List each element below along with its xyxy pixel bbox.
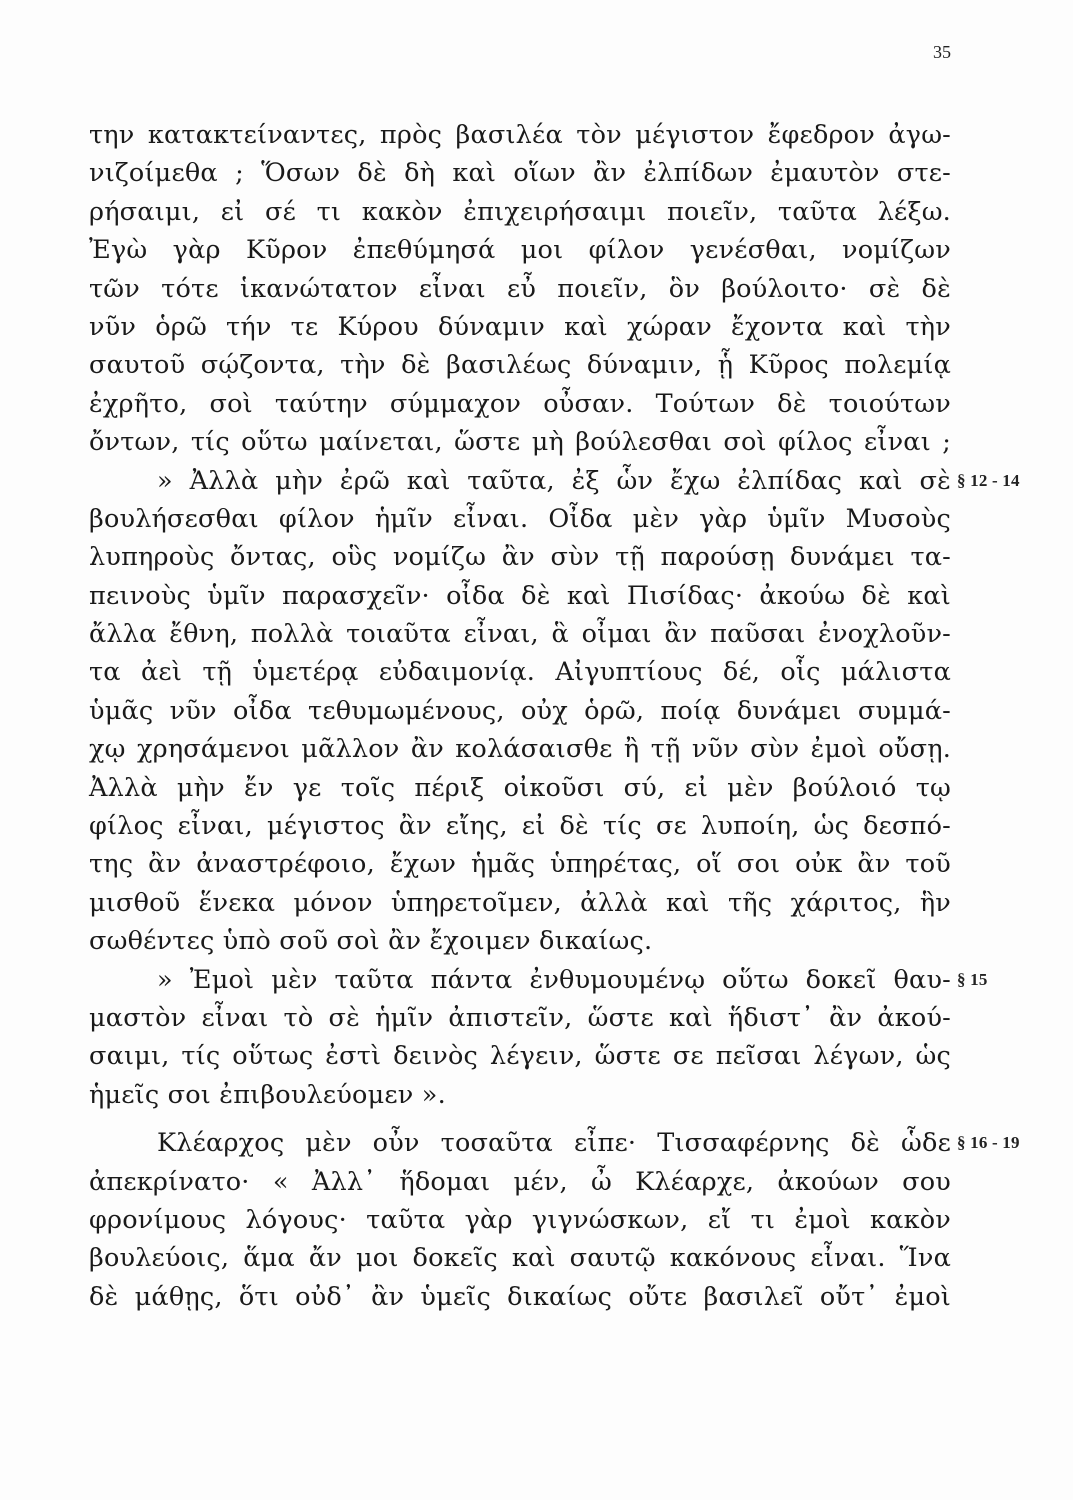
text-line — [89, 1076, 951, 1114]
text-line — [89, 116, 951, 154]
text-line-content: νιζοίμεθα ; Ὅσων δὲ δὴ καὶ οἵων ἂν ἐλπίδων ἐμαυτὸν στε- — [89, 158, 951, 189]
text-line — [89, 999, 951, 1037]
section-marker: § 12 - 14 — [957, 470, 1020, 490]
text-line-content: » Ἀλλὰ μὴν ἐρῶ καὶ ταῦτα, ἐξ ὧν ἔχω ἐλπίδας καὶ σὲ — [157, 465, 951, 496]
text-line — [89, 346, 951, 384]
text-line-content: φρονίμους λόγους· ταῦτα γὰρ γιγνώσκων, εἴ τι ἐμοὶ κακὸν — [89, 1204, 951, 1235]
text-line-content: » Ἐμοὶ μὲν ταῦτα πάντα ἐνθυμουμένῳ οὕτω δοκεῖ θαυ- — [157, 964, 951, 995]
text-line — [89, 1278, 951, 1316]
text-line-content: ρήσαιμι, εἰ σέ τι κακὸν ἐπιχειρήσαιμι ποιεῖν, ταῦτα λέξω. — [89, 196, 951, 227]
text-line — [89, 193, 951, 231]
text-line-content: δὲ μάθῃς, ὅτι οὐδ᾽ ἂν ὑμεῖς δικαίως οὔτε βασιλεῖ οὔτ᾽ ἐμοὶ — [89, 1281, 951, 1312]
text-line — [89, 692, 951, 730]
text-line — [89, 1124, 1020, 1162]
text-line — [89, 1201, 951, 1239]
text-line — [89, 653, 951, 691]
text-line — [89, 308, 951, 346]
text-line-content: χῳ χρησάμενοι μᾶλλον ἂν κολάσαισθε ἢ τῇ νῦν σὺν ἐμοὶ οὔσῃ. — [89, 734, 951, 765]
text-line — [89, 1239, 951, 1277]
text-line-content: τῶν τότε ἱκανώτατον εἶναι εὖ ποιεῖν, ὃν βούλοιτο· σὲ δὲ — [89, 273, 951, 304]
text-line — [89, 154, 951, 192]
text-line-content: βουλεύοις, ἅμα ἄν μοι δοκεῖς καὶ σαυτῷ κακόνους εἶναι. Ἵνα — [89, 1243, 951, 1274]
text-line-content: μαστὸν εἶναι τὸ σὲ ἡμῖν ἀπιστεῖν, ὥστε καὶ ἥδιστ᾽ ἂν ἀκού- — [89, 1002, 951, 1033]
text-line-content: ἄλλα ἔθνη, πολλὰ τοιαῦτα εἶναι, ἃ οἶμαι ἂν παῦσαι ἐνοχλοῦν- — [89, 619, 951, 650]
text-line-content: τα ἀεὶ τῇ ὑμετέρᾳ εὐδαιμονίᾳ. Αἰγυπτίους δέ, οἷς μάλιστα — [89, 657, 951, 688]
main-text — [89, 116, 1020, 1316]
text-line-content: σωθέντες ὑπὸ σοῦ σοὶ ἂν ἔχοιμεν δικαίως. — [89, 926, 653, 957]
text-line — [89, 423, 951, 461]
section-marker: § 15 — [957, 969, 988, 989]
text-line — [89, 270, 951, 308]
text-line-content: ἀπεκρίνατο· « Ἀλλ᾽ ἥδομαι μέν, ὦ Κλέαρχε, ἀκούων σου — [89, 1166, 951, 1197]
text-line — [89, 769, 951, 807]
text-line-content: μισθοῦ ἕνεκα μόνον ὑπηρετοῖμεν, ἀλλὰ καὶ τῆς χάριτος, ἣν — [89, 887, 951, 918]
text-line-content: σαυτοῦ σῴζοντα, τὴν δὲ βασιλέως δύναμιν, ᾗ Κῦρος πολεμίᾳ — [89, 350, 951, 381]
text-line — [89, 577, 951, 615]
text-line-content: νῦν ὁρῶ τήν τε Κύρου δύναμιν καὶ χώραν ἔχοντα καὶ τὴν — [89, 311, 951, 342]
text-line-content: ἐχρῆτο, σοὶ ταύτην σύμμαχον οὖσαν. Τούτων δὲ τοιούτων — [89, 388, 951, 419]
text-line — [89, 961, 988, 999]
text-line — [89, 500, 951, 538]
text-line — [89, 1163, 951, 1201]
text-line-content: ὄντων, τίς οὕτω μαίνεται, ὥστε μὴ βούλεσθαι σοὶ φίλος εἶναι ; — [89, 427, 951, 458]
text-line-content: πεινοὺς ὑμῖν παρασχεῖν· οἶδα δὲ καὶ Πισίδας· ἀκούω δὲ καὶ — [89, 580, 951, 611]
text-line-content: την κατακτείναντες, πρὸς βασιλέα τὸν μέγιστον ἔφεδρον ἀγω- — [89, 120, 951, 150]
section-marker: § 16 - 19 — [957, 1133, 1020, 1153]
text-line — [89, 807, 951, 845]
text-line-content: φίλος εἶναι, μέγιστος ἂν εἴης, εἰ δὲ τίς σε λυποίη, ὡς δεσπό- — [89, 811, 951, 842]
text-line — [89, 462, 1020, 500]
text-line-content: ἡμεῖς σοι ἐπιβουλεύομεν ». — [89, 1079, 446, 1110]
paragraph-gap — [89, 1114, 951, 1124]
text-line-content: Ἀλλὰ μὴν ἔν γε τοῖς πέριξ οἰκοῦσι σύ, εἰ μὲν βούλοιό τῳ — [89, 772, 951, 803]
text-line — [89, 538, 951, 576]
text-line — [89, 615, 951, 653]
text-line — [89, 845, 951, 883]
text-line — [89, 884, 951, 922]
text-line-content: λυπηροὺς ὄντας, οὓς νομίζω ἂν σὺν τῇ παρούσῃ δυνάμει τα- — [89, 542, 951, 573]
page-number: 35 — [933, 42, 951, 62]
text-line-content: σαιμι, τίς οὕτως ἐστὶ δεινὸς λέγειν, ὥστε σε πεῖσαι λέγων, ὡς — [89, 1041, 951, 1072]
text-line-content: Κλέαρχος μὲν οὖν τοσαῦτα εἶπε· Τισσαφέρνης δὲ ὧδε — [157, 1128, 951, 1159]
text-line — [89, 385, 951, 423]
text-line-content: ὑμᾶς νῦν οἶδα τεθυμωμένους, οὐχ ὁρῶ, ποίᾳ δυνάμει συμμά- — [89, 695, 951, 726]
text-line — [89, 1037, 951, 1075]
text-line — [89, 922, 951, 960]
text-line-content: Ἐγὼ γὰρ Κῦρον ἐπεθύμησά μοι φίλον γενέσθαι, νομίζων — [89, 235, 951, 266]
text-line — [89, 231, 951, 269]
text-line — [89, 730, 951, 768]
text-line-content: της ἂν ἀναστρέφοιο, ἔχων ἡμᾶς ὑπηρέτας, οἵ σοι οὐκ ἂν τοῦ — [89, 849, 951, 880]
text-line-content: βουλήσεσθαι φίλον ἡμῖν εἶναι. Οἶδα μὲν γὰρ ὑμῖν Μυσοὺς — [89, 503, 951, 534]
